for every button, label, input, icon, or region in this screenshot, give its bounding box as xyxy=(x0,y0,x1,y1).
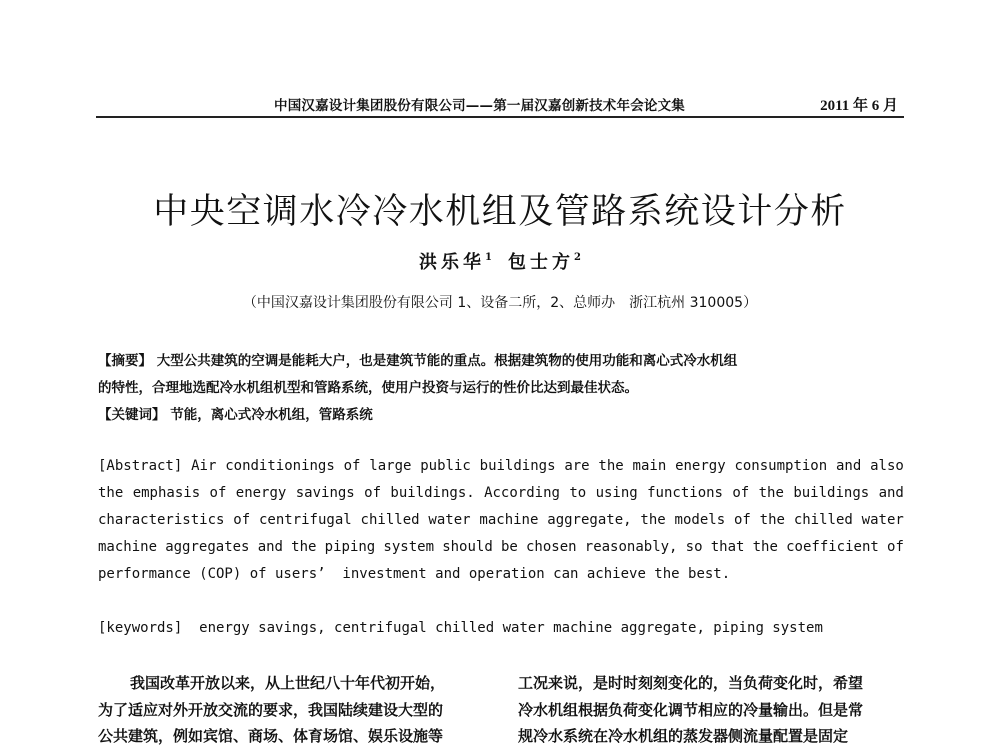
abstract-en-word: of xyxy=(343,458,361,474)
body-text-left-line: 我国改革开放以来，从上世纪八十年代初开始， xyxy=(130,674,446,692)
abstract-en-word: of xyxy=(733,512,751,528)
abstract-en-word: savings xyxy=(295,485,355,501)
body-text-right-line: 冷水机组根据负荷变化调节相应的冷量输出。但是常 xyxy=(518,701,864,719)
abstract-en-word: characteristics xyxy=(98,512,225,528)
abstract-en-word: centrifugal xyxy=(258,512,352,528)
abstract-en-word: so xyxy=(685,539,703,555)
paper-title: 中央空调水冷冷水机组及管路系统设计分析 xyxy=(153,192,847,232)
abstract-en-word: chosen xyxy=(526,539,577,555)
abstract-en-line xyxy=(98,458,904,474)
abstract-cn-line: 大型公共建筑的空调是能耗大户，也是建筑节能的重点。根据建筑物的使用功能和离心式冷水机组 xyxy=(156,353,738,369)
abstract-en-word: conditionings xyxy=(225,458,335,474)
abstract-en-word: chilled xyxy=(360,512,420,528)
body-text-left-line: 为了适应对外开放交流的要求，我国陆续建设大型的 xyxy=(98,701,444,719)
author-affiliation-number: 2 xyxy=(574,252,581,263)
abstract-cn-line: 的特性，合理地选配冷水机组机型和管路系统，使用户投资与运行的性价比达到最佳状态。 xyxy=(98,380,638,396)
abstract-en-word: reasonably, xyxy=(584,539,678,555)
abstract-en-word: water xyxy=(428,512,471,528)
abstract-en-word: of xyxy=(364,485,381,501)
abstract-en-word: consumption xyxy=(734,458,828,474)
abstract-en-word: buildings. xyxy=(390,485,475,501)
abstract-en-line xyxy=(98,512,904,528)
abstract-cn xyxy=(98,349,904,369)
abstract-en-word: and xyxy=(878,485,904,501)
author-name: 洪乐华 xyxy=(419,252,486,273)
abstract-en-word: [Abstract] xyxy=(98,458,183,474)
abstract-en-word: According xyxy=(484,485,560,501)
abstract-en-word: to xyxy=(569,485,587,501)
keywords-cn xyxy=(98,403,904,423)
abstract-en-word: machine xyxy=(479,512,539,528)
abstract-en-word: energy xyxy=(235,485,287,501)
author-list xyxy=(0,248,1000,274)
keywords-en-text: energy savings, centrifugal chilled water machine aggregate, piping system xyxy=(199,620,823,636)
body-text-left-line: 公共建筑，例如宾馆、商场、体育场馆、娱乐设施等 xyxy=(98,727,444,745)
author-name: 包士方 xyxy=(508,252,574,273)
abstract-en-word: are xyxy=(564,458,590,474)
running-header xyxy=(96,92,904,118)
abstract-en-word: buildings xyxy=(479,458,556,474)
abstract-en-word: performance (COP) of users’ investment and operation can achieve the best. xyxy=(98,566,731,582)
abstract-en-word: aggregates xyxy=(165,539,250,555)
abstract-en-word: functions xyxy=(647,485,723,501)
journal-name: 中国汉嘉设计集团股份有限公司——第一届汉嘉创新技术年会论文集 xyxy=(274,98,685,114)
abstract-en-word: public xyxy=(420,458,471,474)
abstract-en-word: large xyxy=(369,458,412,474)
abstract-en-word: the xyxy=(759,512,785,528)
abstract-en-word: and xyxy=(835,458,862,474)
abstract-en-word: main xyxy=(632,458,667,474)
abstract-en-word: that xyxy=(710,539,745,555)
keywords-en xyxy=(98,620,904,636)
abstract-en-word: and xyxy=(257,539,283,555)
abstract-en-word: should xyxy=(442,539,493,555)
keywords-cn-label: 【关键词】 xyxy=(98,407,166,423)
abstract-en-line xyxy=(98,485,904,501)
abstract-en-word: chilled xyxy=(793,512,853,528)
issue-date: 2011 年 6 月 xyxy=(820,98,898,114)
affiliation: （中国汉嘉设计集团股份有限公司 1、设备二所，2、总师办 浙江杭州 310005） xyxy=(242,295,758,311)
keywords-en-label: [keywords] xyxy=(98,620,183,636)
abstract-en-word: using xyxy=(595,485,638,501)
abstract-en-word: system xyxy=(383,539,434,555)
abstract-en-word: energy xyxy=(675,458,726,474)
abstract-en-word: of xyxy=(732,485,750,501)
abstract-en-word: the xyxy=(598,458,624,474)
abstract-en-word: the xyxy=(752,539,778,555)
abstract-en-word: of xyxy=(209,485,227,501)
abstract-en-line xyxy=(98,539,904,555)
abstract-en-word: also xyxy=(870,458,904,474)
abstract-en-word: of xyxy=(887,539,904,555)
abstract-en-word: of xyxy=(233,512,251,528)
abstract-en-word: water xyxy=(861,512,904,528)
keywords-cn-text: 节能，离心式冷水机组，管路系统 xyxy=(170,407,373,423)
abstract-en-word: piping xyxy=(324,539,376,555)
abstract-en-word: the xyxy=(640,512,666,528)
abstract-en-word: Air xyxy=(191,458,217,474)
body-text-right-line: 规冷水系统在冷水机组的蒸发器侧流量配置是固定 xyxy=(518,727,849,745)
abstract-en-word: emphasis xyxy=(132,485,201,501)
abstract-en-word: the xyxy=(98,485,124,501)
abstract-en-word: the xyxy=(758,485,784,501)
body-text-right-line: 工况来说，是时时刻刻变化的，当负荷变化时，希望 xyxy=(518,674,864,692)
abstract-en-word: the xyxy=(291,539,317,555)
abstract-en-word: models xyxy=(674,512,726,528)
abstract-cn-label: 【摘要】 xyxy=(98,353,152,369)
abstract-en-word: buildings xyxy=(793,485,870,501)
abstract-en-word: aggregate, xyxy=(547,512,632,528)
abstract-en-word: be xyxy=(500,539,518,555)
abstract-en-word: coefficient xyxy=(786,539,879,555)
abstract-en-line xyxy=(98,566,904,582)
author-affiliation-number: 1 xyxy=(485,252,492,263)
abstract-en-word: machine xyxy=(98,539,158,555)
